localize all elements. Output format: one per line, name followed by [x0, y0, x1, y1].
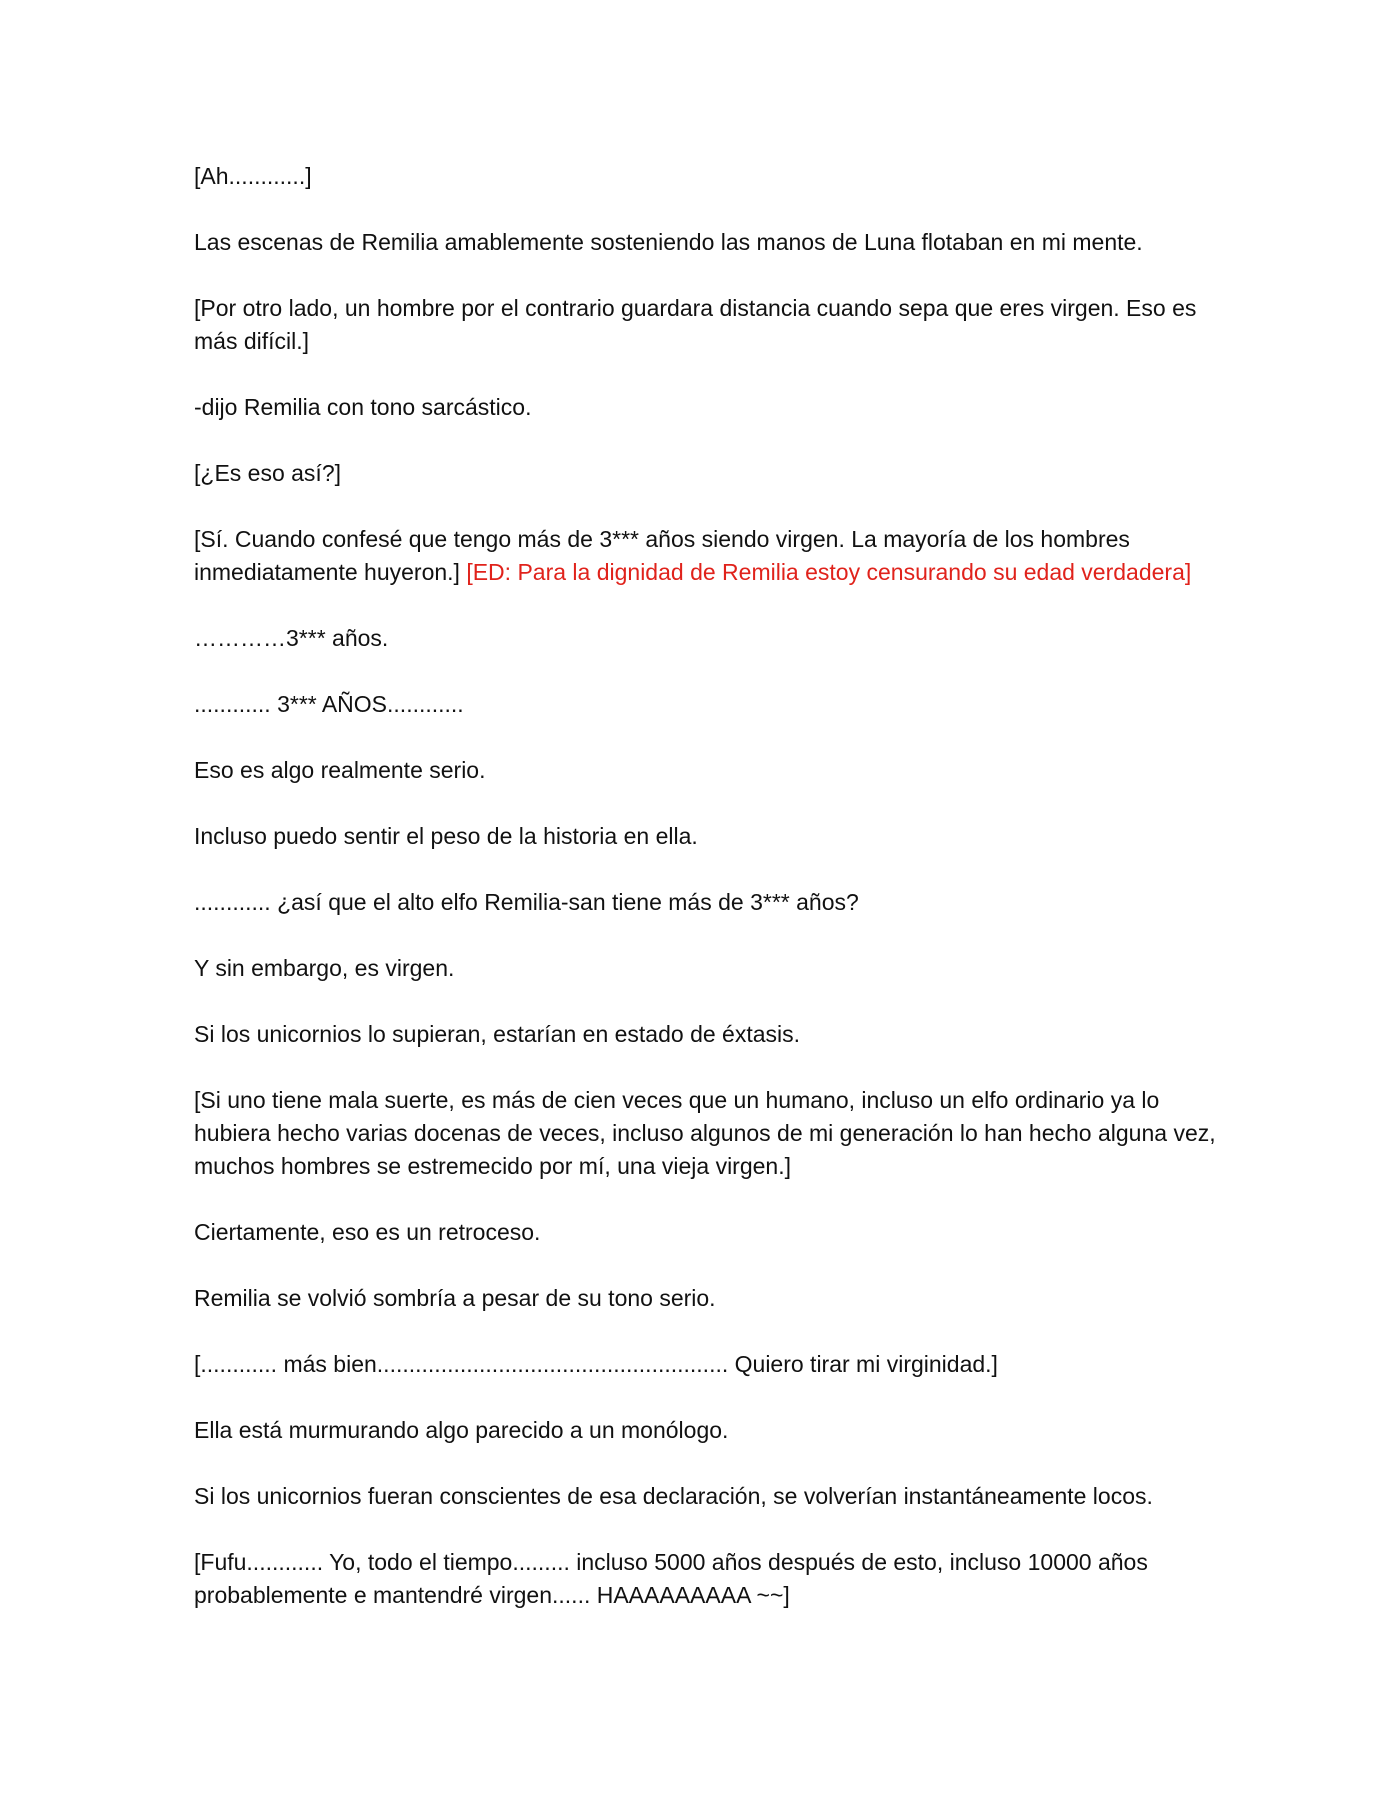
paragraph-7: …………3*** años. [194, 625, 389, 651]
editor-note: [ED: Para la dignidad de Remilia estoy censurando su edad verdadera] [466, 559, 1192, 585]
paragraph-2: Las escenas de Remilia amablemente sosteniendo las manos de Luna flotaban en mi mente. [194, 229, 1143, 255]
paragraph-1: [Ah............] [194, 163, 312, 189]
paragraph-3: [Por otro lado, un hombre por el contrario guardara distancia cuando sepa que eres virgen. Eso es más difícil.] [194, 295, 1197, 354]
paragraph-14: [Si uno tiene mala suerte, es más de cien veces que un humano, incluso un elfo ordinario ya lo hubiera hecho varias docenas de veces, incluso algunos de mi generación lo han hecho alguna vez, muchos hombres se estremecido por mí, una vieja virgen.] [194, 1087, 1216, 1179]
paragraph-6 [194, 523, 1224, 589]
paragraph-15: Ciertamente, eso es un retroceso. [194, 1219, 541, 1245]
paragraph-13: Si los unicornios lo supieran, estarían en estado de éxtasis. [194, 1021, 801, 1047]
paragraph-9: Eso es algo realmente serio. [194, 757, 486, 783]
paragraph-19: Si los unicornios fueran conscientes de esa declaración, se volverían instantáneamente locos. [194, 1483, 1153, 1509]
paragraph-16: Remilia se volvió sombría a pesar de su tono serio. [194, 1285, 716, 1311]
paragraph-18: Ella está murmurando algo parecido a un monólogo. [194, 1417, 729, 1443]
paragraph-4: -dijo Remilia con tono sarcástico. [194, 394, 532, 420]
paragraph-6-text: [Sí. Cuando confesé que tengo más de 3*** años siendo virgen. La mayoría de los hombres inmediatamente huyeron.] [194, 526, 1130, 585]
paragraph-20: [Fufu............ Yo, todo el tiempo......... incluso 5000 años después de esto, incluso 10000 años probablemente e mantendré virgen...... HAAAAAAAAA ~~] [194, 1549, 1148, 1608]
paragraph-17: [............ más bien....................................................... Quiero tirar mi virginidad.] [194, 1351, 998, 1377]
paragraph-8: ............ 3*** AÑOS............ [194, 691, 464, 717]
paragraph-10: Incluso puedo sentir el peso de la historia en ella. [194, 823, 698, 849]
document-body [194, 160, 1224, 1645]
paragraph-12: Y sin embargo, es virgen. [194, 955, 455, 981]
paragraph-5: [¿Es eso así?] [194, 460, 342, 486]
paragraph-11: ............ ¿así que el alto elfo Remilia-san tiene más de 3*** años? [194, 889, 859, 915]
